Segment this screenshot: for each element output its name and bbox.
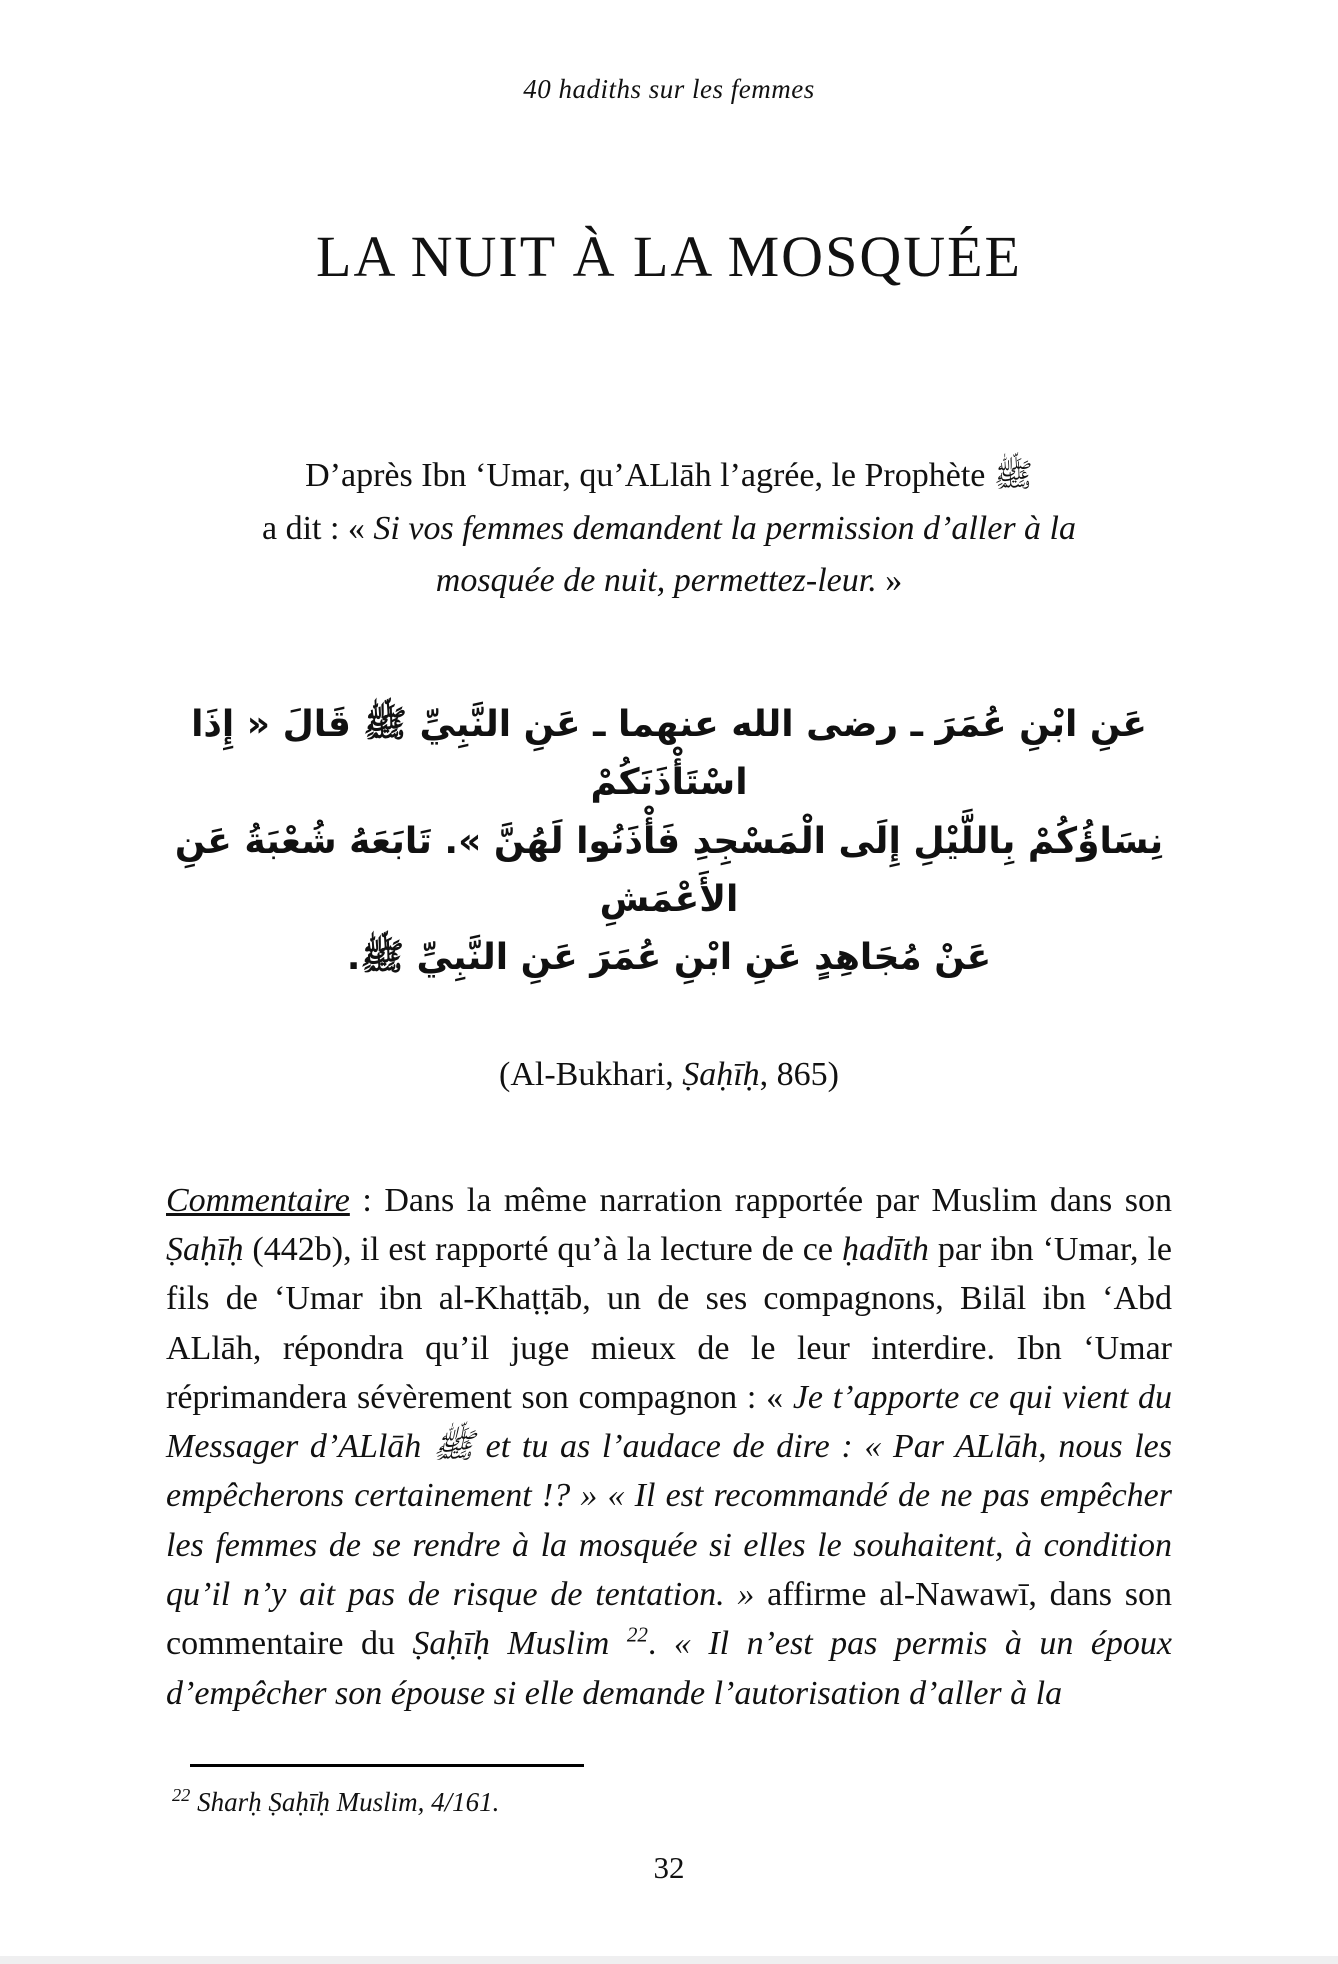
commentary-quote: Je t’apporte ce qui vient du Messager d’ALlāh ﷺ et tu as l’audace de dire : « Par ALlāh, nous les empêcherons certainement !? » « Il est recommandé de ne pas empêcher les femmes de se rendre à la mosquée si elles le souhaitent, à condition qu’il n’y ait pas de risque de tentation. » (166, 1378, 1173, 1613)
prophet-salutation-symbol: ﷺ (993, 456, 1033, 494)
bottom-edge-bar (0, 1956, 1338, 1964)
hadith-intro-line2-prefix: a dit : « (261, 509, 374, 547)
commentary-label: Commentaire (166, 1181, 350, 1219)
footnote-reference-marker: 22 (626, 1622, 648, 1647)
commentary-segment: par ibn ‘Umar, le fils de ‘Umar ibn al-Khaṭṭāb, un de ses compagnons, Bilāl ibn ‘Abd ALlāh, répondra qu’il juge mieux de le leur interdire. Ibn ‘Umar réprimandera sévèrement son compagnon : « (166, 1230, 1172, 1416)
commentary-segment: ḥadīth (841, 1230, 929, 1268)
hadith-arabic-line2: نِسَاؤُكُمْ بِاللَّيْلِ إِلَى الْمَسْجِدِ فَأْذَنُوا لَهُنَّ ». تَابَعَهُ شُعْبَةُ عَنِ الأَعْمَشِ (174, 820, 1164, 920)
commentary-quote: « Il n’est pas permis à un époux d’empêcher son épouse si elle demande l’autorisation d’aller à la (166, 1625, 1173, 1712)
running-header: 40 hadiths sur les femmes (523, 74, 815, 104)
hadith-intro-line3 (0, 555, 1338, 608)
hadith-arabic-block (139, 696, 1199, 988)
commentary-segment: . (647, 1625, 674, 1663)
commentary-segment: (442b), il est rapporté qu’à la lecture de ce (243, 1230, 842, 1268)
commentary-segment: Ṣaḥīḥ (166, 1230, 244, 1268)
hadith-intro (0, 450, 1338, 608)
commentary-segment: Ṣaḥīḥ Muslim (412, 1625, 627, 1663)
hadith-intro-line1 (0, 450, 1338, 503)
hadith-reference-open: (Al-Bukhari, (499, 1055, 683, 1093)
hadith-intro-line3-quote: mosquée de nuit, permettez-leur. (435, 562, 877, 600)
commentary-segment: affirme al-Nawawī, dans son commentaire du (166, 1576, 1172, 1663)
hadith-intro-line2-quote: Si vos femmes demandent la permission d’aller à la (373, 509, 1076, 547)
hadith-reference-close: , 865) (759, 1055, 839, 1093)
hadith-reference (0, 1056, 1338, 1094)
footnote-divider (190, 1764, 584, 1767)
footnote-marker: 22 (172, 1784, 191, 1805)
footnote (172, 1784, 1338, 1818)
hadith-reference-source: Ṣaḥīḥ (682, 1055, 760, 1093)
footnote-text: Sharḥ Ṣaḥīḥ Muslim, 4/161. (190, 1786, 500, 1817)
hadith-intro-line2 (0, 503, 1338, 556)
page-number: 32 (653, 1850, 685, 1885)
hadith-intro-line1-text: D’après Ibn ‘Umar, qu’ALlāh l’agrée, le Prophète (305, 457, 994, 494)
hadith-intro-line3-suffix: » (876, 562, 903, 600)
hadith-arabic-line1: عَنِ ابْنِ عُمَرَ ـ رضى الله عنهما ـ عَنِ النَّبِيِّ ﷺ قَالَ « إِذَا اسْتَأْذَنَكُمْ (191, 704, 1147, 804)
hadith-arabic-line3: عَنْ مُجَاهِدٍ عَنِ ابْنِ عُمَرَ عَنِ النَّبِيِّ ﷺ. (346, 937, 992, 979)
commentary-paragraph (166, 1176, 1172, 1718)
commentary-segment: : Dans la même narration rapportée par Muslim dans son (349, 1181, 1172, 1219)
chapter-title: LA NUIT À LA MOSQUÉE (316, 224, 1022, 289)
